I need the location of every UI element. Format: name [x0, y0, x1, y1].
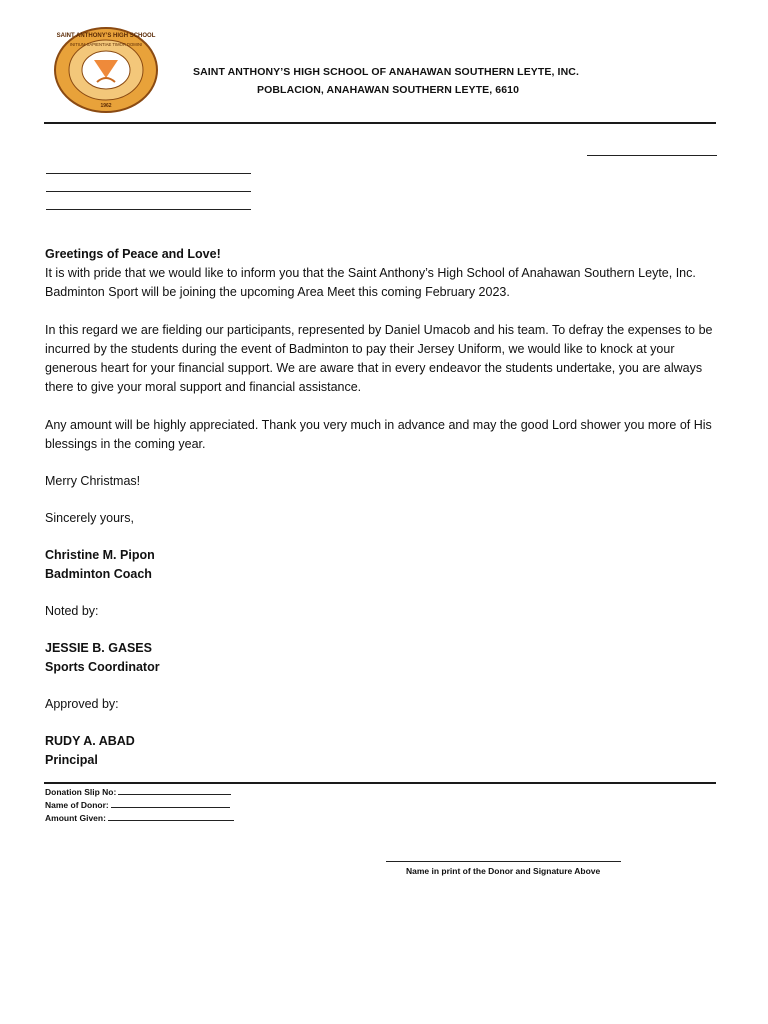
donor-name-blank	[111, 800, 230, 808]
letter-greeting: Greetings of Peace and Love!	[45, 247, 221, 261]
coordinator-name: JESSIE B. GASES	[45, 641, 152, 655]
school-seal-graphic	[53, 26, 159, 114]
amount-label: Amount Given:	[45, 813, 106, 823]
addressee-blank-line	[46, 173, 251, 174]
coordinator-title: Sports Coordinator	[45, 660, 160, 674]
noted-by-label: Noted by:	[45, 604, 99, 618]
letter-season-greeting: Merry Christmas!	[45, 474, 141, 488]
approved-by-label: Approved by:	[45, 697, 119, 711]
date-blank-line	[587, 155, 717, 156]
letter-paragraph-2: In this regard we are fielding our participants, represented by Daniel Umacob and his team. To defray the expenses to be incurred by the students during the event of Badminton to pay their Jersey Uniform, we would like to knock at your generous heart for your financial support. We are aware that in every endeavor the students undertake, you are always there to give your moral support and financial assistance.	[45, 323, 713, 394]
slip-divider	[44, 782, 716, 784]
donation-donor-name	[45, 800, 230, 810]
addressee-blank-line	[46, 191, 251, 192]
letter-paragraph-1: It is with pride that we would like to inform you that the Saint Anthony’s High School of Anahawan Southern Leyte, Inc. Badminton Sport will be joining the upcoming Area Meet this coming February 2023.	[45, 266, 696, 299]
letter-closing: Sincerely yours,	[45, 511, 134, 525]
header-divider	[44, 122, 716, 124]
letter-body	[45, 245, 725, 770]
donation-amount	[45, 813, 234, 823]
seal-year-text: 1962	[100, 103, 112, 109]
coach-title: Badminton Coach	[45, 567, 152, 581]
slip-number-blank	[118, 787, 231, 795]
donation-slip-number	[45, 787, 231, 797]
school-seal	[53, 26, 159, 114]
addressee-blank-line	[46, 209, 251, 210]
letter-paragraph-3: Any amount will be highly appreciated. Thank you very much in advance and may the good Lord shower you more of His blessings in the coming year.	[45, 418, 712, 451]
seal-ring-text: SAINT ANTHONY’S HIGH SCHOOL	[56, 33, 156, 39]
principal-name: RUDY A. ABAD	[45, 734, 135, 748]
signature-caption: Name in print of the Donor and Signature Above	[406, 866, 601, 876]
signature-blank-line	[386, 861, 621, 862]
principal-title: Principal	[45, 753, 98, 767]
coach-name: Christine M. Pipon	[45, 548, 155, 562]
donor-name-label: Name of Donor:	[45, 800, 109, 810]
slip-number-label: Donation Slip No:	[45, 787, 117, 797]
amount-blank	[108, 813, 234, 821]
school-name: SAINT ANTHONY’S HIGH SCHOOL OF ANAHAWAN SOUTHERN LEYTE, INC.	[193, 66, 579, 78]
school-address: POBLACION, ANAHAWAN SOUTHERN LEYTE, 6610	[257, 84, 520, 96]
seal-motto-text: INITIUM SAPIENTIAE TIMOR DOMINI	[69, 42, 143, 47]
